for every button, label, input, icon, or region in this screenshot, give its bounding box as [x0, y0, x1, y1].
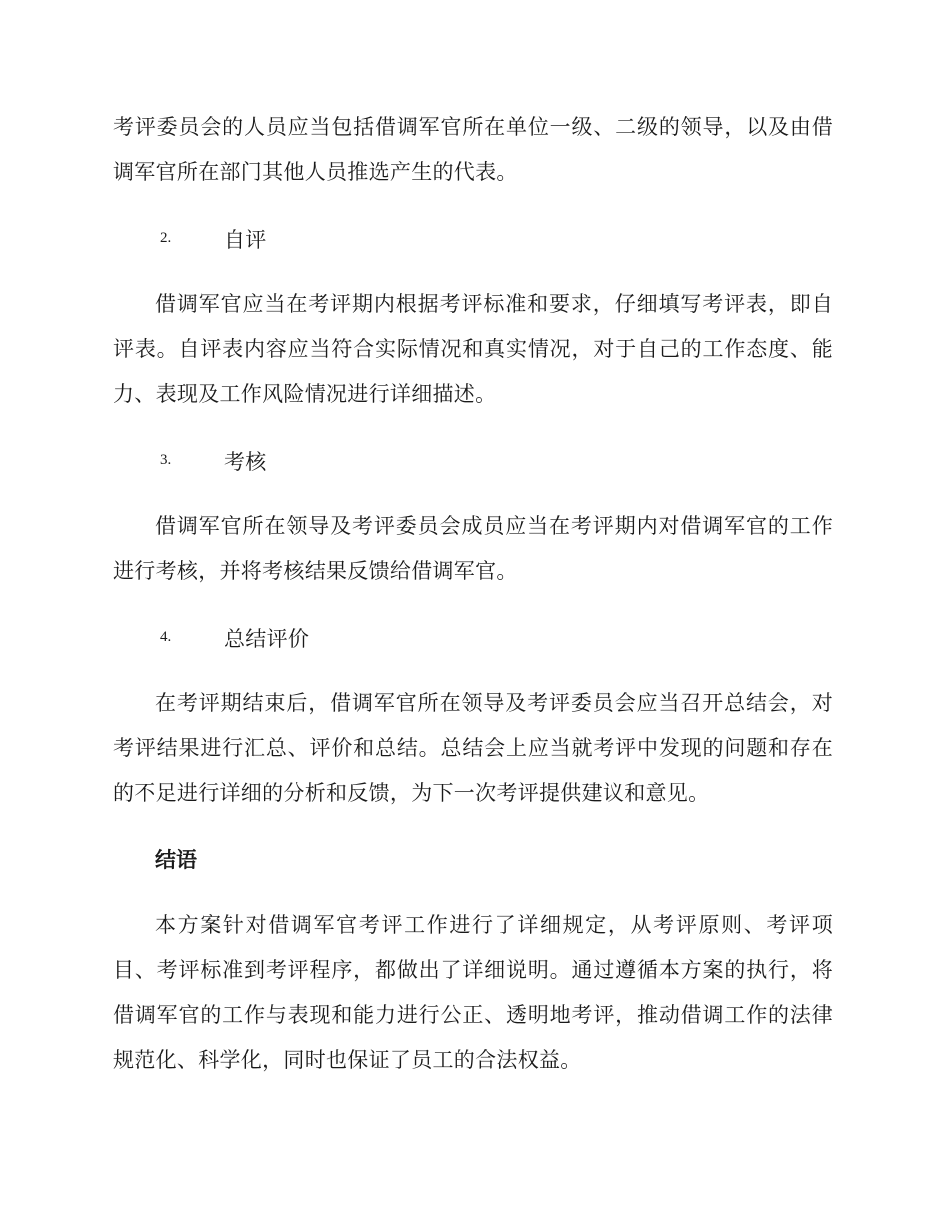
list-item-title: 总结评价 — [224, 626, 310, 651]
paragraph-summary-evaluation: 在考评期结束后，借调军官所在领导及考评委员会应当召开总结会，对考评结果进行汇总、评价和总结。总结会上应当就考评中发现的问题和存在的不足进行详细的分析和反馈，为下一次考评提供建议和意见。 — [113, 691, 833, 805]
list-item-title: 考核 — [224, 449, 267, 474]
list-item-summary-evaluation — [113, 615, 833, 660]
list-item-number: 3. — [160, 452, 172, 468]
list-item-title: 自评 — [224, 227, 267, 252]
paragraph-assessment: 借调军官所在领导及考评委员会成员应当在考评期内对借调军官的工作进行考核，并将考核结果反馈给借调军官。 — [113, 514, 833, 583]
list-item-number: 4. — [160, 629, 172, 645]
list-item-self-evaluation — [113, 216, 833, 261]
list-item-assessment — [113, 438, 833, 483]
conclusion-heading: 结语 — [155, 847, 197, 872]
paragraph-committee-members: 考评委员会的人员应当包括借调军官所在单位一级、二级的领导，以及由借调军官所在部门其他人员推选产生的代表。 — [113, 115, 833, 184]
list-item-number: 2. — [160, 230, 172, 246]
document-body — [113, 105, 833, 1104]
paragraph-self-evaluation: 借调军官应当在考评期内根据考评标准和要求，仔细填写考评表，即自评表。自评表内容应当符合实际情况和真实情况，对于自己的工作态度、能力、表现及工作风险情况进行详细描述。 — [113, 292, 833, 406]
paragraph-conclusion: 本方案针对借调军官考评工作进行了详细规定，从考评原则、考评项目、考评标准到考评程序，都做出了详细说明。通过遵循本方案的执行，将借调军官的工作与表现和能力进行公正、透明地考评，推动借调工作的法律规范化、科学化，同时也保证了员工的合法权益。 — [113, 913, 833, 1072]
